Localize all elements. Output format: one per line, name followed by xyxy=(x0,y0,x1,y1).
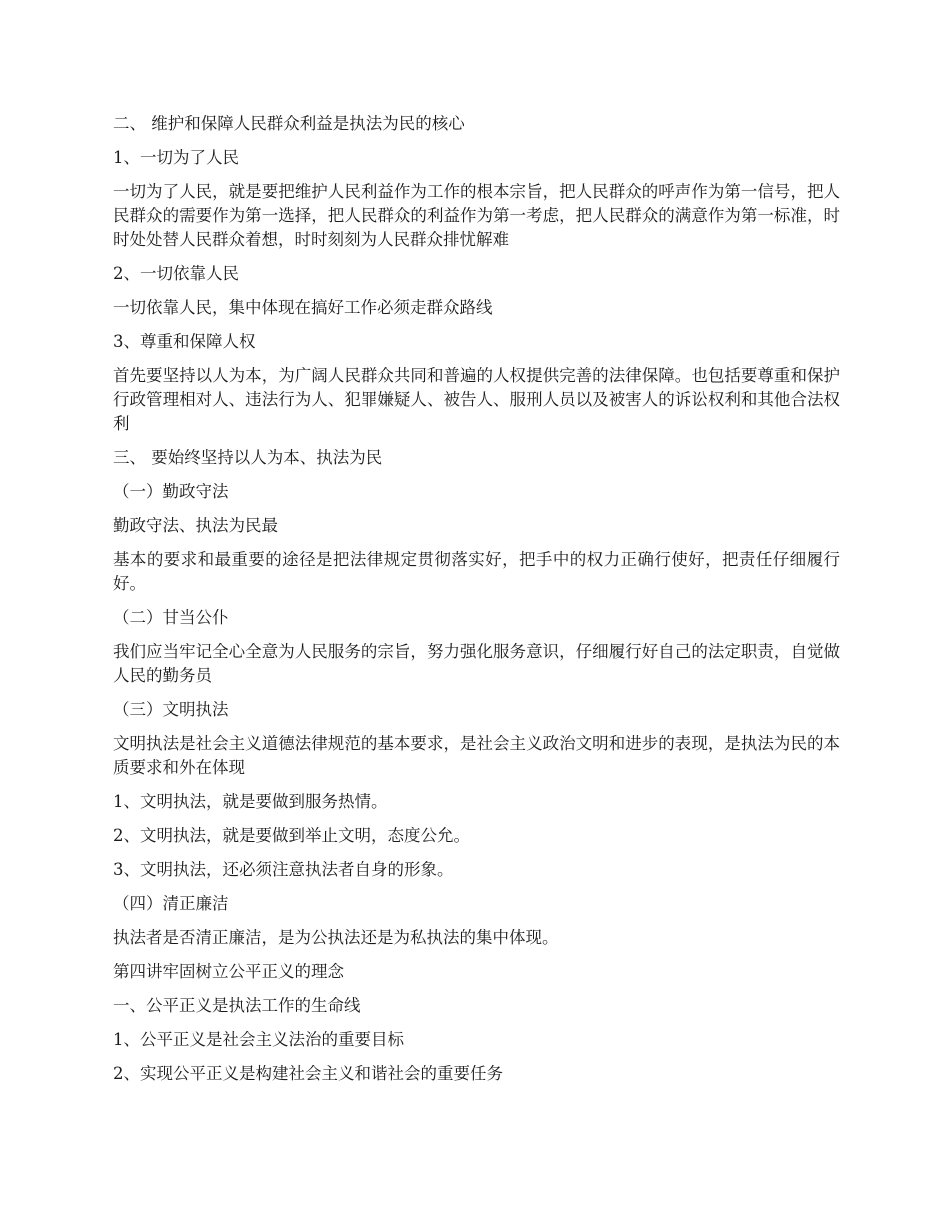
subheading-rely-on-people: 2、一切依靠人民 xyxy=(113,264,239,283)
section-heading-2: 二、 维护和保障人民群众利益是执法为民的核心 xyxy=(113,114,465,133)
section-heading-3: 三、 要始终坚持以人为本、执法为民 xyxy=(113,448,383,467)
paragraph-diligent-law-1: 勤政守法、执法为民最 xyxy=(113,516,278,535)
paragraph-integrity: 执法者是否清正廉洁，是为公执法还是为私执法的集中体现。 xyxy=(113,928,559,947)
list-item-civilized-3: 3、文明执法，还必须注意执法者自身的形象。 xyxy=(113,860,454,879)
document-body xyxy=(113,112,840,1096)
list-item-civilized-2: 2、文明执法，就是要做到举止文明，态度公允。 xyxy=(113,826,470,845)
subheading-integrity: （四）清正廉洁 xyxy=(113,894,229,913)
list-item-justice-1: 1、公平正义是社会主义法治的重要目标 xyxy=(113,1030,404,1049)
subheading-for-the-people: 1、一切为了人民 xyxy=(113,148,239,167)
paragraph-public-servant: 我们应当牢记全心全意为人民服务的宗旨，努力强化服务意识，仔细履行好自己的法定职责，自觉做人民的勤务员 xyxy=(113,642,840,685)
list-item-civilized-1: 1、文明执法，就是要做到服务热情。 xyxy=(113,792,388,811)
list-item-justice-2: 2、实现公平正义是构建社会主义和谐社会的重要任务 xyxy=(113,1064,503,1083)
subheading-diligent-law: （一）勤政守法 xyxy=(113,482,229,501)
subheading-human-rights: 3、尊重和保障人权 xyxy=(113,332,256,351)
paragraph-civilized-enforcement: 文明执法是社会主义道德法律规范的基本要求，是社会主义政治文明和进步的表现，是执法为民的本质要求和外在体现 xyxy=(113,734,840,777)
paragraph-diligent-law-2: 基本的要求和最重要的途径是把法律规定贯彻落实好，把手中的权力正确行使好，把责任仔细履行好。 xyxy=(113,550,840,593)
subheading-public-servant: （二）甘当公仆 xyxy=(113,608,229,627)
paragraph-human-rights: 首先要坚持以人为本，为广阔人民群众共同和普遍的人权提供完善的法律保障。也包括要尊重和保护行政管理相对人、违法行为人、犯罪嫌疑人、被告人、服刑人员以及被害人的诉讼权利和其他合法权利 xyxy=(113,366,840,433)
lecture-heading-4: 第四讲牢固树立公平正义的理念 xyxy=(113,962,344,981)
paragraph-for-the-people: 一切为了人民，就是要把维护人民利益作为工作的根本宗旨，把人民群众的呼声作为第一信号，把人民群众的需要作为第一选择，把人民群众的利益作为第一考虑，把人民群众的满意作为第一标准，时时处处替人民群众着想，时时刻刻为人民群众排忧解难 xyxy=(113,182,840,249)
subheading-civilized-enforcement: （三）文明执法 xyxy=(113,700,229,719)
section-heading-1: 一、公平正义是执法工作的生命线 xyxy=(113,996,361,1015)
paragraph-rely-on-people: 一切依靠人民，集中体现在搞好工作必须走群众路线 xyxy=(113,298,493,317)
